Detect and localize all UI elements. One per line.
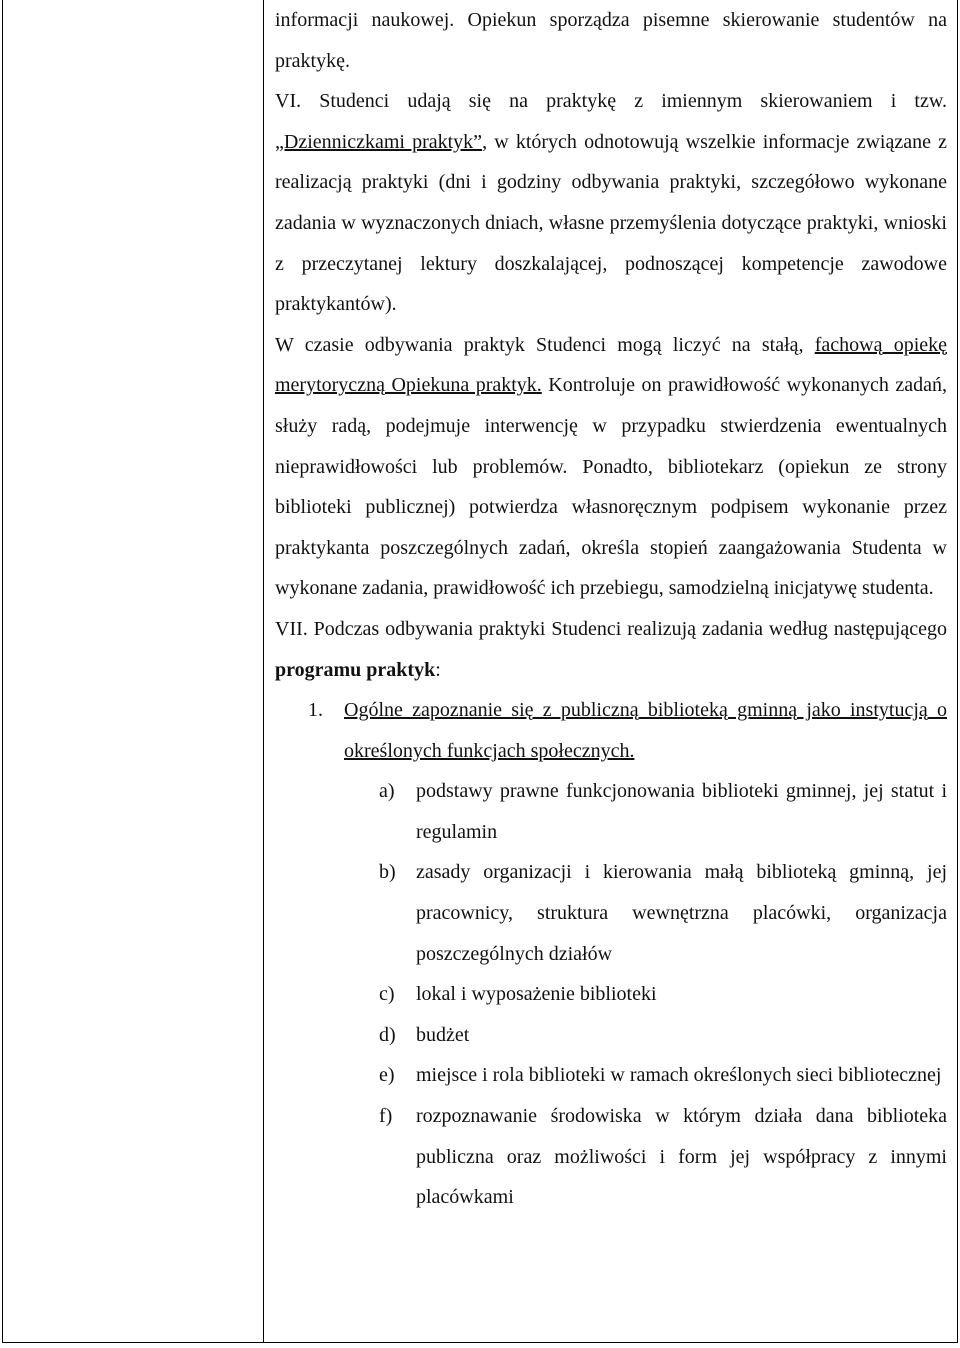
- subitem-label: f): [379, 1105, 393, 1128]
- program-item-1: [275, 690, 947, 771]
- supervision-underlined: fachową opiekę merytoryczną Opiekuna praktyk.: [275, 333, 947, 397]
- subitem-text: lokal i wyposażenie biblioteki: [416, 983, 657, 1006]
- section-vii-paragraph: [275, 609, 947, 690]
- subitem-d: [275, 1015, 947, 1056]
- content-column: [275, 0, 947, 1218]
- subitem-b: [275, 852, 947, 974]
- table-border-left: [2, 0, 3, 1343]
- subitem-a: [275, 771, 947, 852]
- program-item-text: Ogólne zapoznanie się z publiczną biblioteką gminną jako instytucją o określonych funkcjach społecznych.: [344, 699, 947, 762]
- subitem-text: zasady organizacji i kierowania małą biblioteką gminną, jej pracownicy, struktura wewnętrzna placówki, organizacja poszczególnych działów: [416, 861, 947, 965]
- section-vi-paragraph: [275, 81, 947, 325]
- subitem-text: budżet: [416, 1023, 470, 1046]
- subitem-text: podstawy prawne funkcjonowania biblioteki gminnej, jej statut i regulamin: [416, 780, 947, 843]
- supervision-paragraph: [275, 325, 947, 609]
- table-border-right: [957, 0, 958, 1343]
- subitem-label: b): [379, 861, 396, 884]
- supervision-rest: Kontroluje on prawidłowość wykonanych zadań, służy radą, podejmuje interwencję w przypadku stwierdzenia ewentualnych nieprawidłowości lub problemów. Ponadto, bibliotekarz (opiekun ze strony biblioteki publicznej) potwierdza własnoręcznym podpisem wykonanie przez praktykanta poszczególnych zadań, określa stopień zaangażowania Studenta w wykonane zadania, prawidłowość ich przebiegu, samodzielną inicjatywę studenta.: [275, 374, 947, 600]
- intro-paragraph: informacji naukowej. Opiekun sporządza pisemne skierowanie studentów na praktykę.: [275, 9, 947, 72]
- subitem-label: c): [379, 983, 395, 1006]
- subitem-text: miejsce i rola biblioteki w ramach określonych sieci bibliotecznej: [416, 1064, 942, 1087]
- subitem-c: [275, 974, 947, 1015]
- supervision-lead: W czasie odbywania praktyk Studenci mogą liczyć na stałą,: [275, 333, 815, 356]
- subitem-label: a): [379, 780, 395, 803]
- subitem-f: [275, 1096, 947, 1218]
- table-column-divider: [263, 0, 264, 1343]
- subitem-e: [275, 1055, 947, 1096]
- table-border-bottom: [2, 1342, 958, 1343]
- subitem-label: e): [379, 1064, 395, 1087]
- section-vii-lead: VII. Podczas odbywania praktyki Studenci realizują zadania według następującego: [275, 617, 947, 640]
- program-item-number: 1.: [308, 699, 323, 722]
- subitem-text: rozpoznawanie środowiska w którym działa dana biblioteka publiczna oraz możliwości i form jej współpracy z innymi placówkami: [416, 1105, 947, 1209]
- section-vii-bold: programu praktyk: [275, 658, 436, 681]
- section-vii-colon: :: [435, 658, 441, 681]
- section-vi-lead: VI. Studenci udają się na praktykę z imiennym skierowaniem i tzw.: [275, 90, 947, 113]
- section-vi-quote: „Dzienniczkami praktyk”: [275, 130, 483, 153]
- subitem-label: d): [379, 1023, 396, 1046]
- section-vi-rest: , w których odnotowują wszelkie informacje związane z realizacją praktyki (dni i godziny odbywania praktyki, szczegółowo wykonane zadania w wyznaczonych dniach, własne przemyślenia dotyczące praktyki, wnioski z przeczytanej lektury doszkalającej, podnoszącej kompetencje zawodowe praktykantów).: [275, 130, 947, 316]
